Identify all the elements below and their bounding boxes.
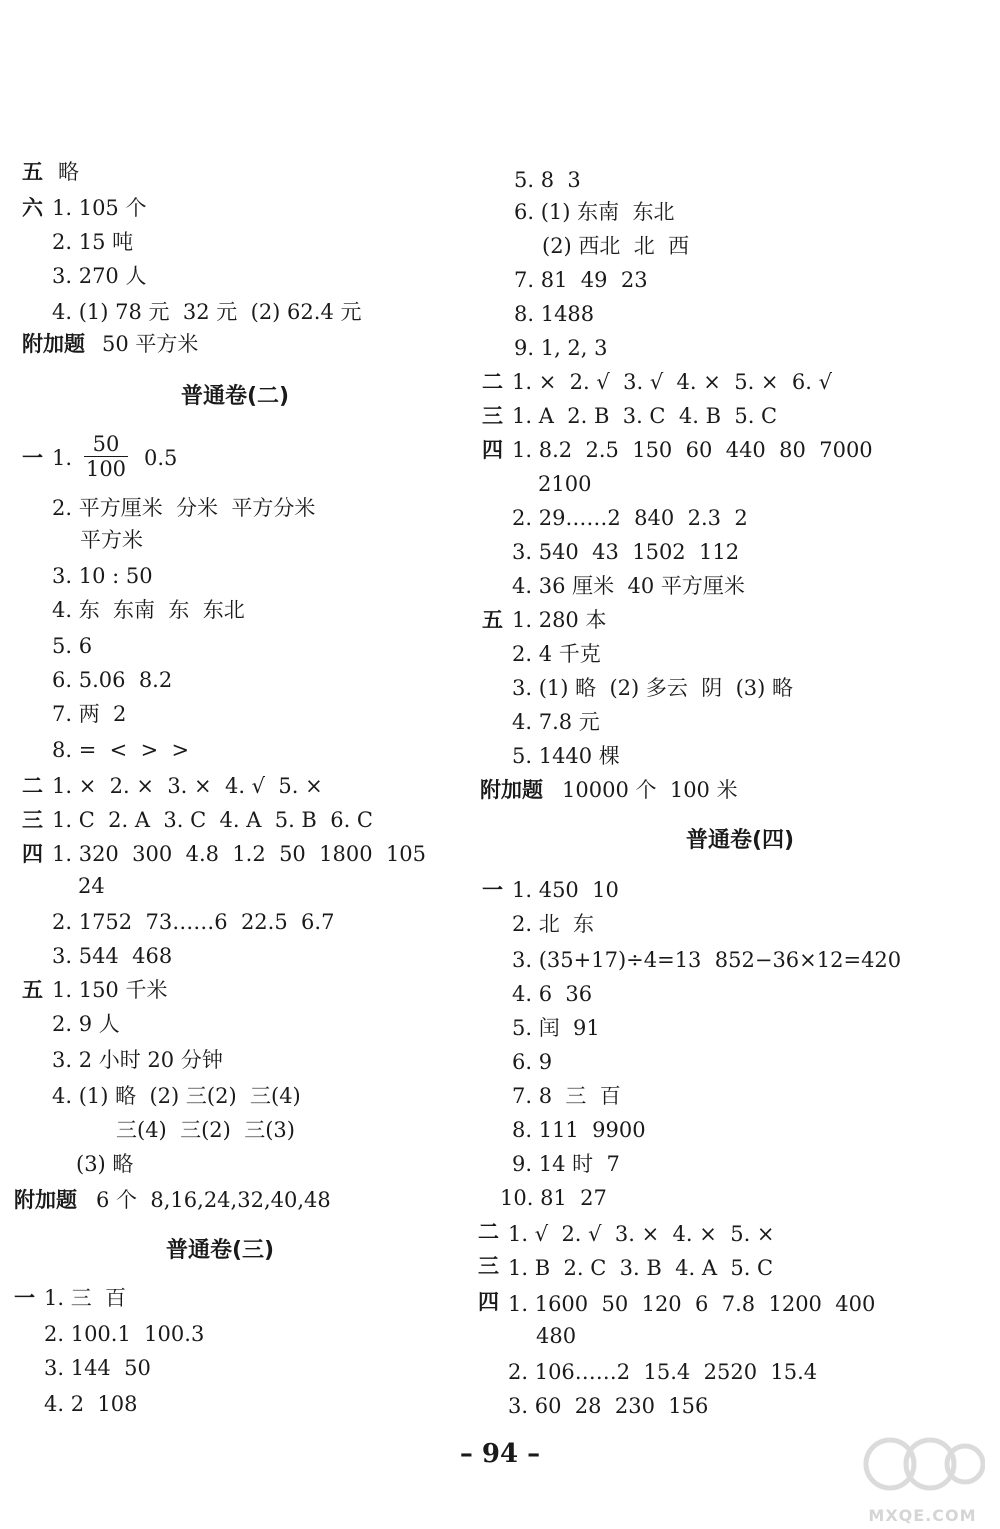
section-tag: 四 [478, 1290, 499, 1314]
section-heading: 普通卷(三) [165, 1238, 275, 1263]
answer-line: 5. 6 [52, 634, 93, 658]
answer-line: 1. 450 10 [512, 878, 619, 902]
answer-line: 5. 闰 91 [512, 1016, 600, 1040]
answer-line: 7. 81 49 23 [514, 268, 648, 292]
answer-line: 1. B 2. C 3. B 4. A 5. C [508, 1256, 774, 1280]
answer-line: 8. 111 9900 [512, 1118, 646, 1142]
answer-line: 50 平方米 [102, 332, 199, 356]
answer-line: 5. 8 3 [514, 168, 581, 192]
answer-line: 0.5 [144, 446, 178, 470]
answer-line: 2. 106……2 15.4 2520 15.4 [508, 1360, 818, 1384]
section-tag: 三 [482, 404, 503, 428]
answer-line: 1. 三 百 [44, 1286, 127, 1310]
section-tag: 五 [482, 608, 503, 632]
section-tag: 一 [14, 1286, 35, 1310]
answer-line: 2. 4 千克 [512, 642, 601, 666]
answer-line: 4. 6 36 [512, 982, 593, 1006]
answer-line: 1. 320 300 4.8 1.2 50 1800 105 [52, 842, 427, 866]
section-tag: 四 [482, 438, 503, 462]
answer-line: 2. 15 吨 [52, 230, 134, 254]
answer-line: 4. 7.8 元 [512, 710, 600, 734]
watermark-seal-icon [860, 1424, 985, 1504]
section-tag: 附加题 [22, 332, 85, 356]
answer-line: 2. 北 东 [512, 912, 595, 936]
section-tag: 三 [22, 808, 43, 832]
answer-line: 6. (1) 东南 东北 [514, 200, 675, 224]
section-tag: 五 [22, 160, 43, 184]
section-tag: 五 [22, 978, 43, 1002]
answer-line: 1. A 2. B 3. C 4. B 5. C [512, 404, 778, 428]
section-tag: 六 [22, 196, 43, 220]
answer-line: 1. 8.2 2.5 150 60 440 80 7000 [512, 438, 873, 462]
answer-line: 2. 1752 73……6 22.5 6.7 [52, 910, 335, 934]
answer-line: 1. √ 2. √ 3. × 4. × 5. × [508, 1222, 775, 1246]
section-tag: 二 [22, 774, 43, 798]
section-tag: 一 [482, 878, 503, 902]
answer-line: 2100 [538, 472, 592, 496]
answer-line: 4. 东 东南 东 东北 [52, 598, 245, 622]
answer-line: 1. × 2. × 3. × 4. √ 5. × [52, 774, 323, 798]
answer-line: 3. 544 468 [52, 944, 173, 968]
section-tag: 一 [22, 446, 43, 470]
answer-line: 5. 1440 棵 [512, 744, 620, 768]
answer-line: 1. [52, 446, 73, 470]
answer-line: 2. 9 人 [52, 1012, 120, 1036]
answer-line: 8. 1488 [514, 302, 595, 326]
answer-line: 480 [536, 1324, 577, 1348]
answer-line: 3. 10 : 50 [52, 564, 153, 588]
answer-line: 4. (1) 78 元 32 元 (2) 62.4 元 [52, 300, 362, 324]
section-tag: 四 [22, 842, 43, 866]
answer-line: 4. 2 108 [44, 1392, 138, 1416]
section-heading: 普通卷(二) [180, 384, 290, 409]
watermark-text: MXQE.COM [868, 1506, 977, 1525]
watermark-logo [860, 1424, 985, 1529]
answer-line: 7. 两 2 [52, 702, 127, 726]
answer-line: 3. 2 小时 20 分钟 [52, 1048, 223, 1072]
answer-line: 1. C 2. A 3. C 4. A 5. B 6. C [52, 808, 373, 832]
fraction [84, 433, 128, 480]
answer-line: 4. (1) 略 (2) 三(2) 三(4) [52, 1084, 301, 1108]
page-number: – 94 – [459, 1439, 541, 1469]
answer-line: 2. 29……2 840 2.3 2 [512, 506, 748, 530]
answer-line: (2) 西北 北 西 [542, 234, 690, 258]
answer-line: 9. 1, 2, 3 [514, 336, 608, 360]
section-tag: 二 [478, 1220, 499, 1244]
answer-line: 三(4) 三(2) 三(3) [116, 1118, 295, 1142]
answer-line: 24 [78, 874, 105, 898]
section-tag: 附加题 [480, 778, 543, 802]
answer-line: 6 个 8,16,24,32,40,48 [96, 1188, 331, 1212]
answer-line: 略 [58, 160, 79, 184]
answer-line: 1. 150 千米 [52, 978, 168, 1002]
answer-line: 10000 个 100 米 [562, 778, 738, 802]
answer-line: 10. 81 27 [500, 1186, 607, 1210]
answer-line: 2. 100.1 100.3 [44, 1322, 205, 1346]
fraction-denominator: 100 [85, 457, 127, 481]
answer-line: 4. 36 厘米 40 平方厘米 [512, 574, 745, 598]
answer-line: 3. (1) 略 (2) 多云 阴 (3) 略 [512, 676, 794, 700]
answer-line: 3. 60 28 230 156 [508, 1394, 709, 1418]
answer-line: 平方米 [80, 528, 143, 552]
answer-line: 1. 105 个 [52, 196, 147, 220]
answer-line: 2. 平方厘米 分米 平方分米 [52, 496, 316, 520]
answer-line: 7. 8 三 百 [512, 1084, 621, 1108]
answer-line: 1. × 2. √ 3. √ 4. × 5. × 6. √ [512, 370, 832, 394]
answer-line: 1. 1600 50 120 6 7.8 1200 400 [508, 1292, 876, 1316]
answer-line: 3. (35+17)÷4=13 852−36×12=420 [512, 948, 902, 972]
answer-line: 3. 270 人 [52, 264, 147, 288]
fraction-numerator: 50 [92, 432, 120, 456]
section-tag: 附加题 [14, 1188, 77, 1212]
section-heading: 普通卷(四) [685, 828, 795, 853]
section-tag: 三 [478, 1254, 499, 1278]
answer-line: 1. 280 本 [512, 608, 607, 632]
answer-line: 6. 5.06 8.2 [52, 668, 173, 692]
answer-line: 8. = < > > [52, 738, 190, 762]
answer-line: 9. 14 时 7 [512, 1152, 620, 1176]
section-tag: 二 [482, 370, 503, 394]
answer-line: 6. 9 [512, 1050, 553, 1074]
answer-line: (3) 略 [76, 1152, 134, 1176]
answer-line: 3. 144 50 [44, 1356, 151, 1380]
answer-line: 3. 540 43 1502 112 [512, 540, 740, 564]
